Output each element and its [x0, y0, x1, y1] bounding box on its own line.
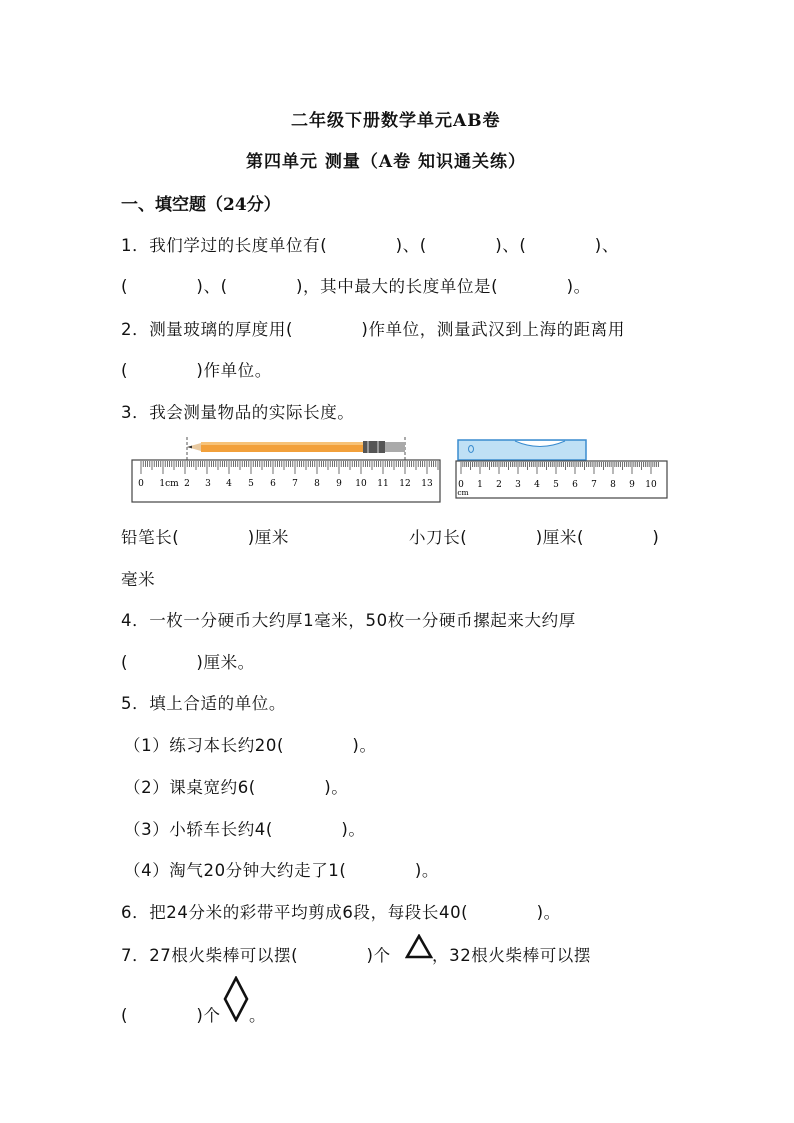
triangle-icon	[405, 934, 433, 960]
ruler2-tick-7: 7	[591, 480, 597, 490]
ruler2-tick-10: 10	[645, 480, 657, 490]
question-5-item-3: （3）小轿车长约4( )。	[124, 820, 366, 839]
question-2-line-2: ( )作单位。	[121, 361, 272, 380]
question-3-mm-unit: 毫米	[121, 570, 156, 589]
ruler1-tick-0: 0	[138, 479, 144, 489]
question-6-line-1: 6．把24分米的彩带平均剪成6段，每段长40( )。	[121, 903, 561, 922]
pencil-ruler-figure	[131, 434, 443, 504]
ruler1-tick-11: 11	[377, 479, 389, 489]
question-5-item-4: （4）淘气20分钟大约走了1( )。	[124, 861, 439, 880]
question-5-item-1: （1）练习本长约20( )。	[124, 736, 377, 755]
ruler1-tick-13: 13	[421, 479, 433, 489]
ruler1-tick-9: 9	[336, 479, 342, 489]
ruler1-tick-4: 4	[226, 479, 232, 489]
ruler2-tick-9: 9	[629, 480, 635, 490]
knife-ruler-figure	[455, 438, 670, 500]
ruler1-tick-10: 10	[355, 479, 367, 489]
ruler1-tick-6: 6	[270, 479, 276, 489]
question-3-pencil-answer: 铅笔长( )厘米	[121, 528, 289, 547]
ruler1-tick-5: 5	[248, 479, 254, 489]
question-1-line-2: ( )、( )，其中最大的长度单位是( )。	[121, 277, 591, 296]
question-2-line-1: 2．测量玻璃的厚度用( )作单位，测量武汉到上海的距离用	[121, 320, 625, 339]
question-3-line-1: 3．我会测量物品的实际长度。	[121, 403, 355, 422]
ruler2-tick-6: 6	[572, 480, 578, 490]
question-5-line-1: 5．填上合适的单位。	[121, 694, 286, 713]
ruler1-tick-3: 3	[205, 479, 211, 489]
section-heading: 一、填空题（24分）	[121, 195, 281, 215]
ruler1-tick-12: 12	[399, 479, 411, 489]
ruler1-tick-1: 1cm	[159, 479, 179, 489]
ruler1-tick-7: 7	[292, 479, 298, 489]
ruler2-tick-8: 8	[610, 480, 616, 490]
knife-icon	[458, 440, 586, 460]
ruler2-unit-label: cm	[457, 488, 469, 497]
rhombus-icon	[222, 976, 250, 1022]
question-7-line-2a: ( )个	[121, 1006, 221, 1025]
question-4-line-2: ( )厘米。	[121, 653, 255, 672]
question-7-line-2b: 。	[249, 1006, 267, 1025]
ruler2-tick-4: 4	[534, 480, 540, 490]
question-4-line-1: 4．一枚一分硬币大约厚1毫米，50枚一分硬币摞起来大约厚	[121, 611, 576, 630]
question-7-line-1a: 7．27根火柴棒可以摆( )个	[121, 946, 391, 965]
ruler1-tick-8: 8	[314, 479, 320, 489]
ruler2-tick-3: 3	[515, 480, 521, 490]
question-5-item-2: （2）课桌宽约6( )。	[124, 778, 349, 797]
question-3-knife-answer: 小刀长( )厘米( )	[409, 528, 660, 547]
ruler2-tick-1: 1	[477, 480, 483, 490]
page-title: 二年级下册数学单元AB卷	[291, 111, 501, 131]
ruler2-tick-2: 2	[496, 480, 502, 490]
ruler2-tick-5: 5	[553, 480, 559, 490]
question-7-line-1b: ，32根火柴棒可以摆	[432, 946, 591, 965]
ruler1-tick-2: 2	[184, 479, 190, 489]
page-subtitle: 第四单元 测量（A卷 知识通关练）	[246, 152, 527, 172]
ruler2-tick-0: 0	[458, 480, 464, 490]
question-1-line-1: 1．我们学过的长度单位有( )、( )、( )、	[121, 236, 619, 255]
